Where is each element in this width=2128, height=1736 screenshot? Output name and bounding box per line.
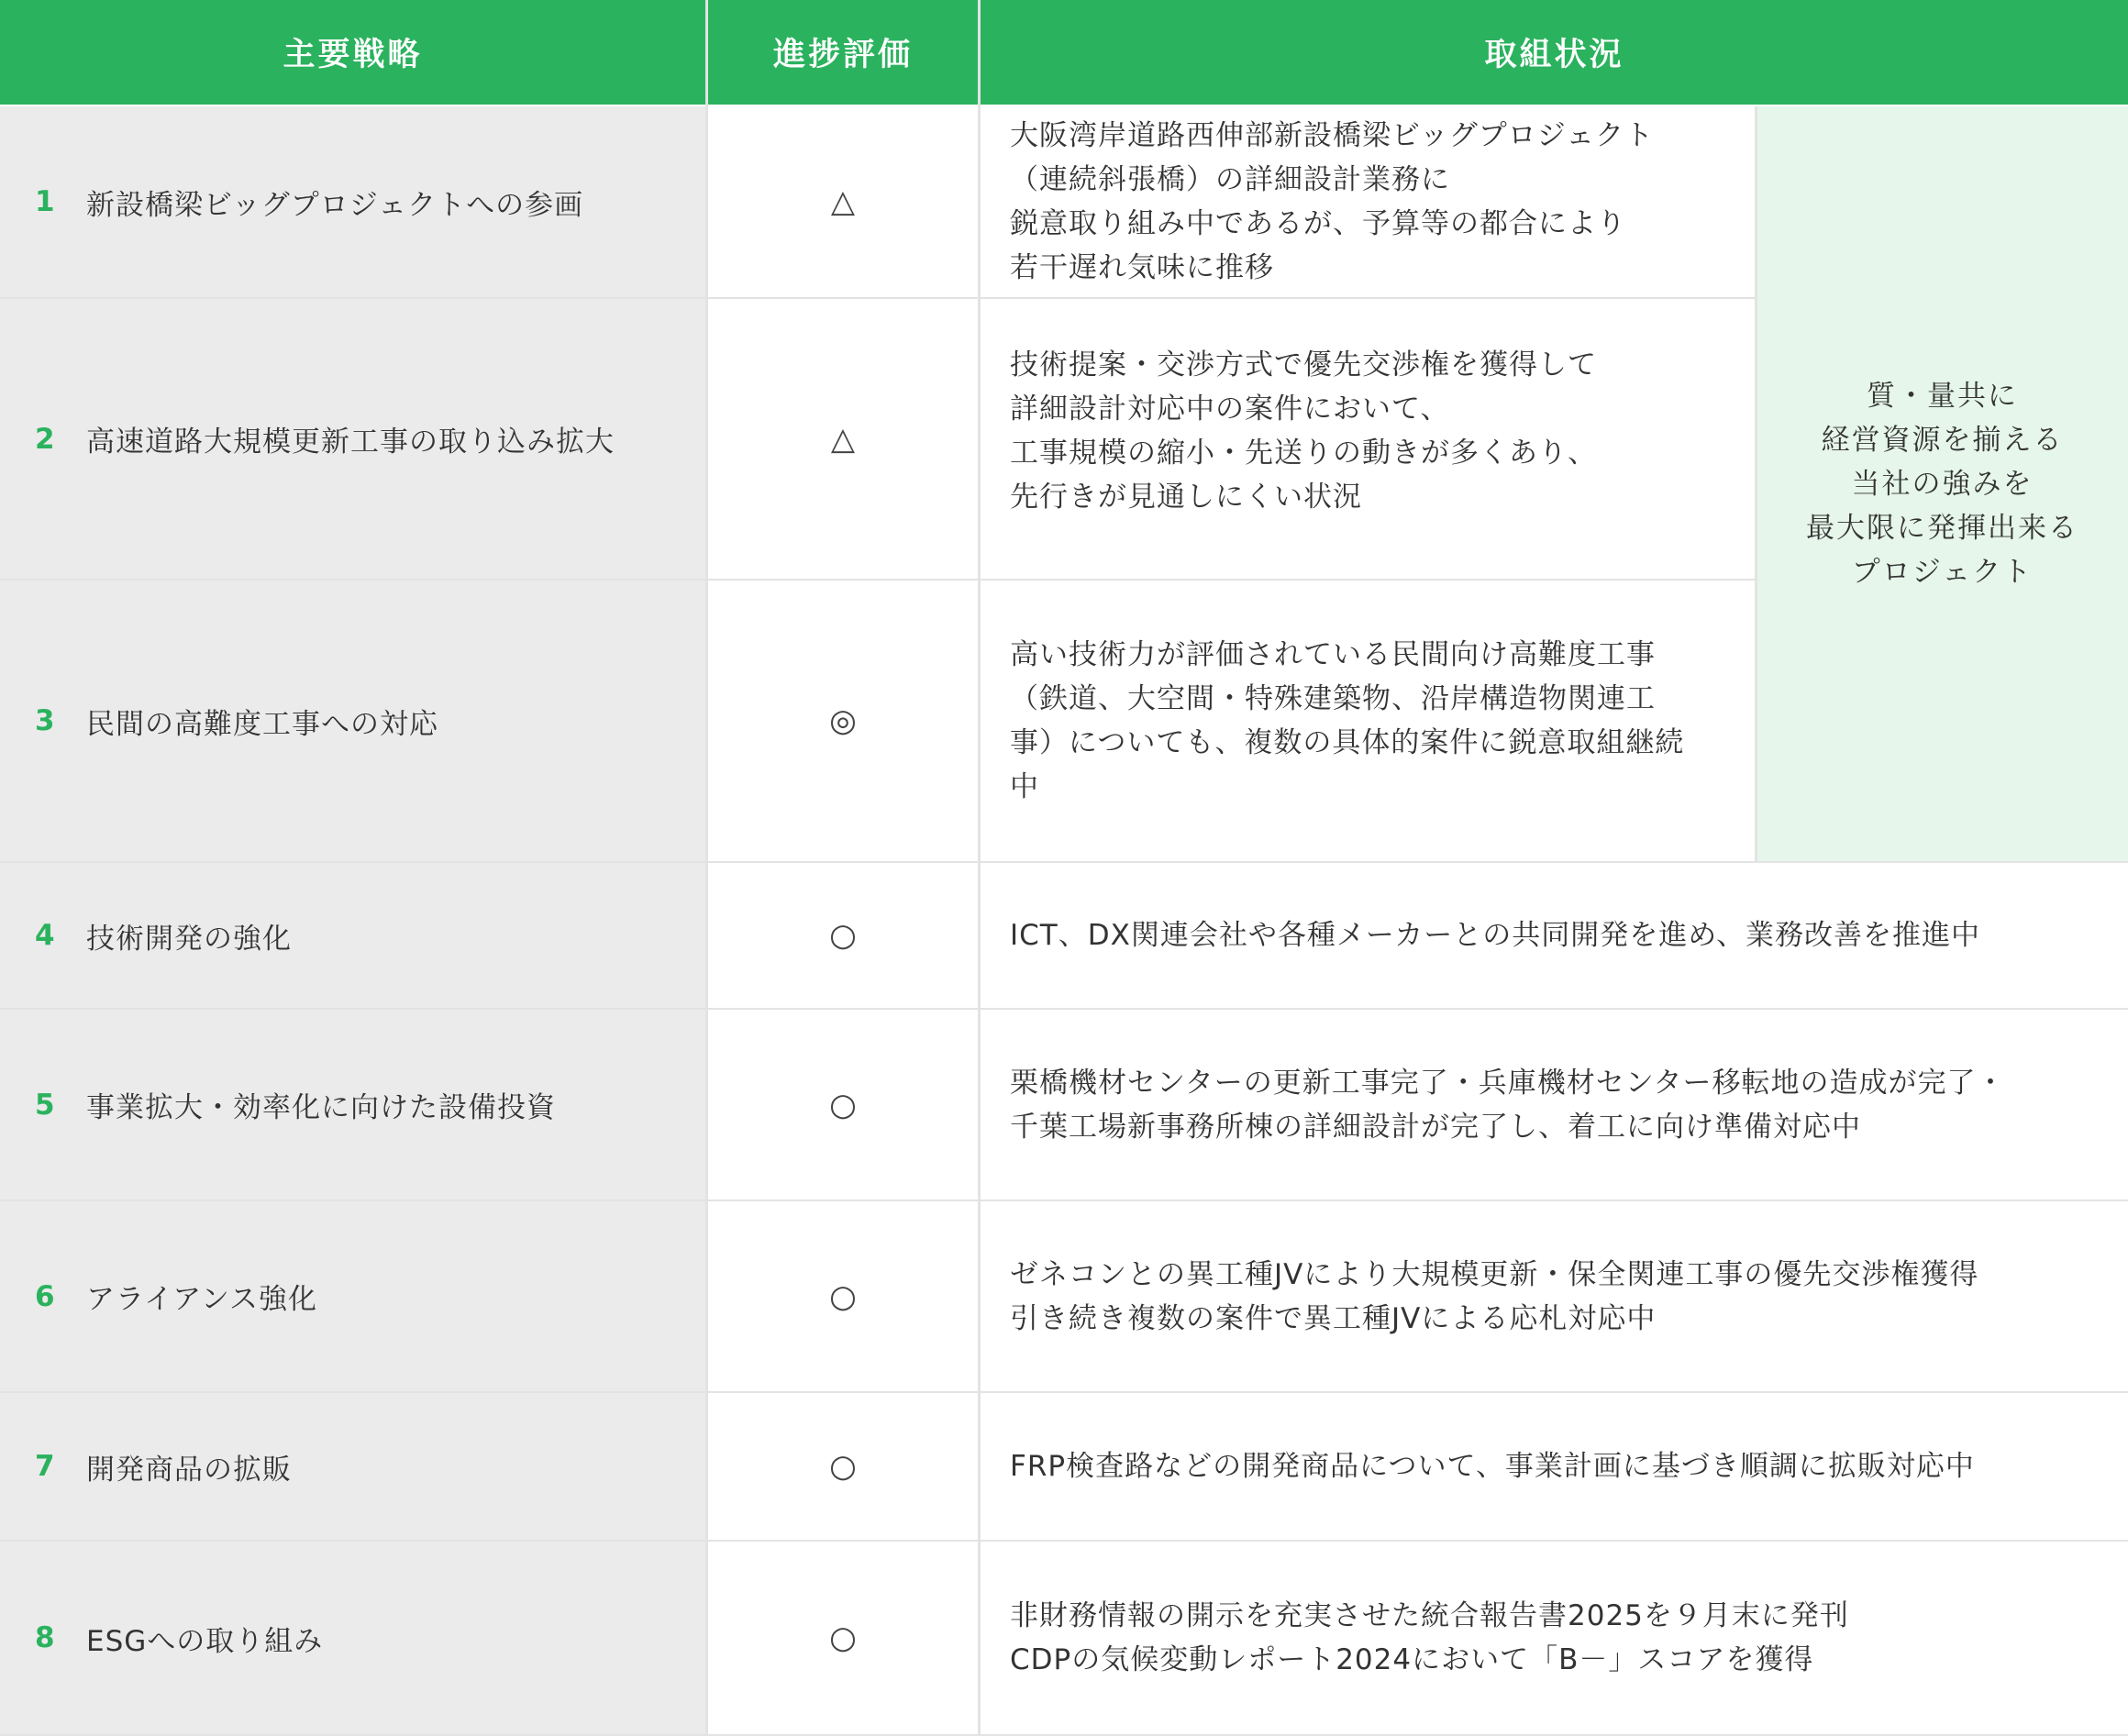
- strategy-label: 技術開発の強化: [86, 922, 292, 956]
- status-text: FRP検査路などの開発商品について、事業計画に基づき順調に拡販対応中: [981, 1393, 2128, 1540]
- rating-symbol: ○: [708, 1393, 978, 1540]
- strategy-label: 新設橋梁ビッグプロジェクトへの参画: [86, 188, 584, 222]
- status-text: ゼネコンとの異工種JVにより大規模更新・保全関連工事の優先交渉権獲得 引き続き複数の案件で異工種JVによる応札対応中: [981, 1201, 2128, 1391]
- project-strength-note: 質・量共に 経営資源を揃える 当社の強みを 最大限に発揮出来る プロジェクト: [1757, 106, 2128, 861]
- status-text: 大阪湾岸道路西伸部新設橋梁ビッグプロジェクト （連続斜張橋）の詳細設計業務に 鋭意取り組み中であるが、予算等の都合により 若干遅れ気味に推移: [981, 106, 1755, 297]
- row-number: 1: [35, 185, 56, 218]
- row-divider: [0, 861, 2128, 863]
- row-divider: [0, 1540, 2128, 1542]
- header-rating: 進捗評価: [708, 0, 978, 105]
- status-text: 技術提案・交渉方式で優先交渉権を獲得して 詳細設計対応中の案件において、 工事規模の縮小・先送りの動きが多くあり、 先行きが見通しにくい状況: [981, 299, 1755, 579]
- row-divider: [0, 579, 1755, 581]
- status-text: ICT、DX関連会社や各種メーカーとの共同開発を進め、業務改善を推進中: [981, 863, 2128, 1008]
- strategy-cell: [0, 1201, 705, 1391]
- row-divider: [0, 1200, 2128, 1201]
- column-divider: [978, 0, 981, 1736]
- strategy-label: アライアンス強化: [86, 1283, 317, 1316]
- strategy-cell: [0, 1542, 705, 1734]
- rating-symbol: ○: [708, 1201, 978, 1391]
- row-number: 2: [35, 422, 56, 456]
- column-divider: [1755, 106, 1757, 861]
- status-text: 栗橋機材センターの更新工事完了・兵庫機材センター移転地の造成が完了・ 千葉工場新事務所棟の詳細設計が完了し、着工に向け準備対応中: [981, 1010, 2128, 1200]
- row-divider: [0, 297, 1755, 299]
- row-number: 6: [35, 1279, 56, 1313]
- rating-symbol: △: [708, 299, 978, 579]
- row-number: 7: [35, 1450, 56, 1483]
- strategy-cell: [0, 1393, 705, 1540]
- strategy-cell: [0, 581, 705, 861]
- status-text: 非財務情報の開示を充実させた統合報告書2025を９月末に発刊 CDPの気候変動レポート2024において「B－」スコアを獲得: [981, 1542, 2128, 1734]
- row-number: 8: [35, 1621, 56, 1654]
- header-strategy: 主要戦略: [0, 0, 705, 105]
- column-divider: [705, 0, 708, 1736]
- row-divider: [0, 1008, 2128, 1010]
- strategy-cell: [0, 1010, 705, 1200]
- strategy-label: 事業拡大・効率化に向けた設備投資: [86, 1091, 556, 1124]
- row-number: 5: [35, 1088, 56, 1122]
- row-number: 4: [35, 919, 56, 952]
- rating-symbol: △: [708, 106, 978, 297]
- header-status: 取組状況: [981, 0, 2128, 105]
- strategy-label: 開発商品の拡販: [86, 1453, 292, 1487]
- strategy-cell: [0, 106, 705, 297]
- strategy-label: 高速道路大規模更新工事の取り込み拡大: [86, 426, 615, 459]
- row-number: 3: [35, 704, 56, 737]
- row-divider: [0, 1391, 2128, 1393]
- strategy-cell: [0, 863, 705, 1008]
- rating-symbol: ◎: [708, 581, 978, 861]
- rating-symbol: ○: [708, 1542, 978, 1734]
- rating-symbol: ○: [708, 863, 978, 1008]
- status-text: 高い技術力が評価されている民間向け高難度工事 （鉄道、大空間・特殊建築物、沿岸構造物関連工 事）についても、複数の具体的案件に鋭意取組継続 中: [981, 581, 1755, 861]
- rating-symbol: ○: [708, 1010, 978, 1200]
- strategy-cell: [0, 299, 705, 579]
- strategy-label: ESGへの取り組み: [86, 1624, 324, 1658]
- strategy-label: 民間の高難度工事への対応: [86, 707, 438, 741]
